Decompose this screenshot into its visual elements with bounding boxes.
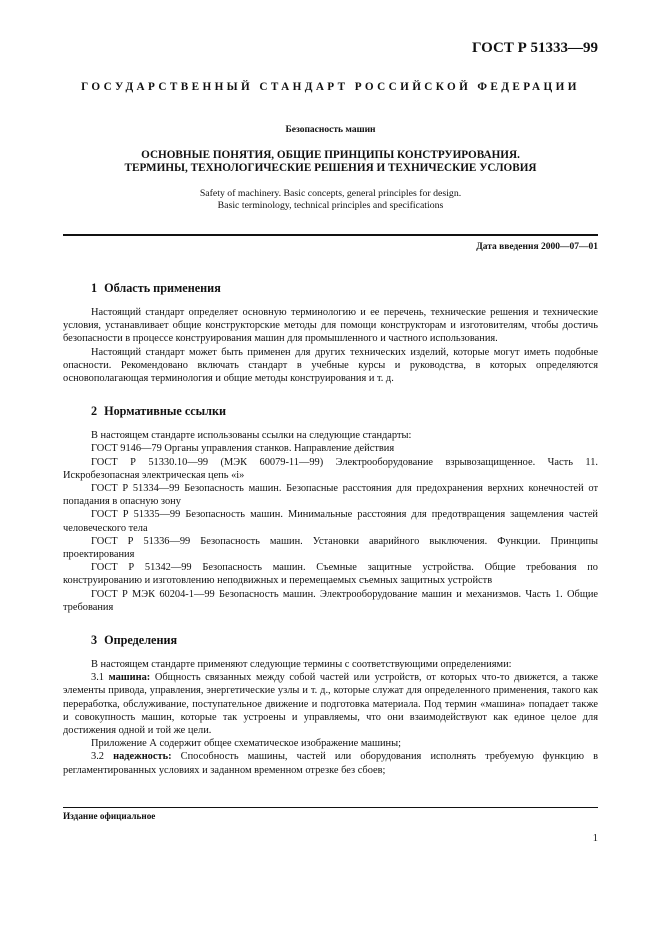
section-definitions [63, 632, 598, 777]
section-heading [91, 403, 598, 419]
edition-label: Издание официальное [63, 811, 156, 821]
footer-divider [63, 807, 598, 808]
section-title: Область применения [104, 281, 221, 295]
main-title-line-1: ОСНОВНЫЕ ПОНЯТИЯ, ОБЩИЕ ПРИНЦИПЫ КОНСТРУИРОВАНИЯ. [141, 149, 520, 161]
definition-item [63, 750, 598, 776]
reference-item: ГОСТ Р 51330.10—99 (МЭК 60079-11—99) Электрооборудование взрывозащищенное. Часть 11. Искробезопасная электрическая цепь «i» [63, 456, 598, 481]
reference-item: ГОСТ Р 51334—99 Безопасность машин. Безопасные расстояния для предохранения верхних конечностей от попадания в опасную зону [63, 483, 598, 508]
section-number: 2 [91, 404, 98, 419]
main-title-line-2: ТЕРМИНЫ, ТЕХНОЛОГИЧЕСКИЕ РЕШЕНИЯ И ТЕХНИЧЕСКИЕ УСЛОВИЯ [124, 162, 537, 174]
section-title: Определения [104, 633, 178, 648]
definition-term: машина: [108, 672, 151, 684]
reference-item: ГОСТ 9146—79 Органы управления станков. Направление действия [91, 443, 395, 455]
definition-number: 3.1 [91, 672, 104, 684]
reference-item: ГОСТ Р 51336—99 Безопасность машин. Установки аварийного выключения. Функции. Принципы проектирования [63, 535, 598, 561]
subject-title: Безопасность машин [285, 125, 376, 135]
section-heading [91, 280, 598, 296]
definition-text: Общность связанных между собой частей или устройств, от которых что-то движется, а также элементы привода, управления, энергетические узлы и т. д., которые служат для определенного применения, такого как переработка, обслуживание, поступательное движение и подготовка материала. Под термин «машина» попадает также и совокупность машин, которые так устроены и управляемы, что они взаимодействуют как единое целое для достижения одной и той же цели. [63, 672, 599, 737]
section-title: Нормативные ссылки [104, 404, 227, 419]
definition-number: 3.2 [91, 751, 104, 763]
paragraph: В настоящем стандарте применяют следующие термины с соответствующими определениями: [91, 659, 512, 671]
section-normative-references [63, 403, 598, 614]
section-scope [63, 280, 598, 385]
reference-item: ГОСТ Р 51335—99 Безопасность машин. Минимальные расстояния для предотвращения защемления частей человеческого тела [63, 509, 598, 534]
definition-text: Способность машины, частей или оборудования исполнять требуемую функцию в регламентированных условиях и заданном временном отрезке без сбоев; [63, 751, 598, 776]
main-title [63, 149, 598, 175]
english-title-line-2: Basic terminology, technical principles and specifications [217, 200, 444, 211]
reference-item: ГОСТ Р 51342—99 Безопасность машин. Съемные защитные устройства. Общие требования по конструированию и изготовлению неподвижных и перемещаемых съемных защитных устройств [63, 562, 598, 587]
english-title [63, 188, 598, 212]
section-number: 1 [91, 281, 98, 295]
paragraph: В настоящем стандарте использованы ссылки на следующие стандарты: [91, 430, 412, 442]
title-divider [63, 234, 598, 236]
standard-code: ГОСТ Р 51333—99 [471, 40, 598, 56]
page-number: 1 [592, 833, 598, 844]
definition-item [63, 671, 598, 737]
section-heading [91, 632, 598, 648]
reference-item: ГОСТ Р МЭК 60204-1—99 Безопасность машин. Электрооборудование машин и механизмов. Часть 1. Общие требования [63, 588, 598, 613]
section-number: 3 [91, 633, 98, 648]
state-standard-heading: ГОСУДАРСТВЕННЫЙ СТАНДАРТ РОССИЙСКОЙ ФЕДЕРАЦИИ [81, 81, 580, 93]
note: Приложение А содержит общее схематическое изображение машины; [91, 738, 401, 750]
document-body [63, 280, 598, 795]
definition-term: надежность: [113, 751, 172, 763]
introduction-date: Дата введения 2000—07—01 [476, 242, 598, 252]
english-title-line-1: Safety of machinery. Basic concepts, general principles for design. [199, 188, 462, 199]
paragraph: Настоящий стандарт определяет основную терминологию и ее перечень, технические решения и технические условия, устанавливает общие конструкторские методы для помощи конструкторам и изготовителям, чтобы достичь безопасности в процессе конструирования машин для промышленного и частного использования. [63, 307, 598, 345]
paragraph: Настоящий стандарт может быть применен для других технических изделий, которые могут иметь подобные опасности. Рекомендовано включать стандарт в учебные курсы и руководства, в которых определяются основополагающая терминология и общие методы конструирования и т. д. [63, 346, 598, 385]
